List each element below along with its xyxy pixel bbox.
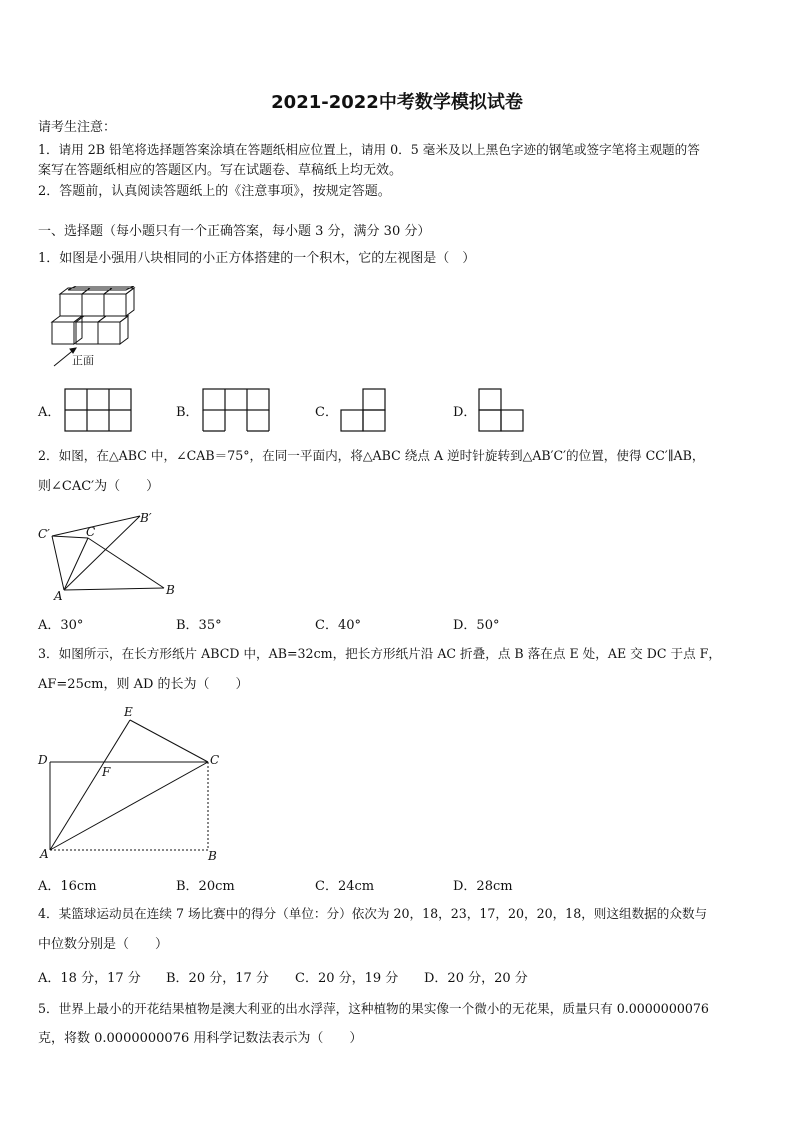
- section-heading: 一、选择题（每小题只有一个正确答案，每小题 3 分，满分 30 分）: [38, 224, 431, 239]
- q2-option-a[interactable]: A．30°: [38, 618, 84, 633]
- q2-label-b-prime: B′: [140, 511, 152, 525]
- q2-label-b: B: [166, 583, 175, 597]
- notice-line-1a: 1．请用 2B 铅笔将选择题答案涂填在答题纸相应位置上，请用 0．5 毫米及以上黑色字迹的钢笔或签字笔将主观题的答: [38, 142, 700, 157]
- q5-stem-b: 克，将数 0.0000000076 用科学记数法表示为（ ）: [38, 1031, 363, 1046]
- q2-stem-a: 2．如图，在△ABC 中，∠CAB＝75°，在同一平面内，将△ABC 绕点 A 逆时针旋转到△AB′C′的位置，使得 CC′∥AB，: [38, 448, 705, 463]
- q3-label-f: F: [102, 765, 111, 779]
- q1-option-a-label[interactable]: A．: [38, 405, 61, 420]
- q1-block-figure: [46, 286, 136, 370]
- q4-option-b[interactable]: B．20 分，17 分: [166, 971, 269, 986]
- q2-label-c: C: [86, 525, 96, 539]
- q3-option-c[interactable]: C．24cm: [315, 879, 375, 894]
- q3-stem-b: AF=25cm，则 AD 的长为（ ）: [38, 677, 249, 692]
- q5-stem-a: 5．世界上最小的开花结果植物是澳大利亚的出水浮萍，这种植物的果实像一个微小的无花果，质量只有 0.0000000076: [38, 1001, 709, 1016]
- q3-option-d[interactable]: D．28cm: [453, 879, 513, 894]
- q3-rectangle-figure: [36, 704, 226, 864]
- q1-front-label: 正面: [72, 354, 94, 367]
- page-title: 2021-2022中考数学模拟试卷: [271, 92, 523, 113]
- q1-option-d-figure: [478, 388, 526, 432]
- q2-stem-b: 则∠CAC′为（ ）: [38, 479, 160, 494]
- q2-option-b[interactable]: B．35°: [176, 618, 222, 633]
- q2-option-d[interactable]: D．50°: [453, 618, 500, 633]
- q4-option-d[interactable]: D．20 分，20 分: [424, 971, 528, 986]
- q1-option-c-figure: [340, 388, 388, 432]
- q2-triangle-figure: [36, 506, 186, 602]
- q1-stem: 1．如图是小强用八块相同的小正方体搭建的一个积木，它的左视图是（ ）: [38, 251, 476, 266]
- q3-label-a: A: [40, 847, 49, 861]
- q3-label-e: E: [124, 705, 133, 719]
- q3-label-c: C: [210, 753, 220, 767]
- q1-option-c-label[interactable]: C．: [315, 405, 338, 420]
- q4-stem-b: 中位数分别是（ ）: [38, 937, 169, 952]
- q3-label-d: D: [38, 753, 48, 767]
- q3-option-b[interactable]: B．20cm: [176, 879, 235, 894]
- notice-line-1b: 案写在答题纸相应的答题区内。写在试题卷、草稿纸上均无效。: [38, 163, 403, 178]
- q2-label-a: A: [54, 589, 63, 602]
- notice-heading: 请考生注意：: [38, 120, 117, 135]
- q3-label-b: B: [208, 849, 217, 863]
- q3-stem-a: 3．如图所示，在长方形纸片 ABCD 中，AB=32cm，把长方形纸片沿 AC 折叠，点 B 落在点 E 处，AE 交 DC 于点 F，: [38, 646, 722, 661]
- q3-option-a[interactable]: A．16cm: [38, 879, 97, 894]
- q2-option-c[interactable]: C．40°: [315, 618, 361, 633]
- q4-stem-a: 4．某篮球运动员在连续 7 场比赛中的得分（单位：分）依次为 20，18，23，17，20，20，18，则这组数据的众数与: [38, 906, 708, 921]
- notice-line-2: 2．答题前，认真阅读答题纸上的《注意事项》，按规定答题。: [38, 184, 391, 199]
- q1-option-b-label[interactable]: B．: [176, 405, 199, 420]
- q1-option-a-figure: [64, 388, 132, 432]
- q1-option-d-label[interactable]: D．: [453, 405, 477, 420]
- q1-option-b-figure: [202, 388, 270, 432]
- q4-option-c[interactable]: C．20 分，19 分: [295, 971, 399, 986]
- q4-option-a[interactable]: A．18 分，17 分: [38, 971, 141, 986]
- q2-label-c-prime: C′: [38, 527, 50, 541]
